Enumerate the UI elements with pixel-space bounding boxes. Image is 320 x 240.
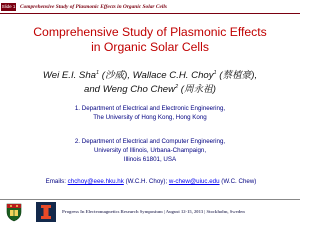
author1-chinese-name: (沙威) — [101, 70, 128, 81]
authors-line1: Wei E.I. Sha$^1$ (沙威), Wallace C.H. Choy$^1$ (蔡植豪), — [42, 69, 258, 81]
conference-footer-text: Progress In Electromagnetics Research Symposium | August 12-15, 2013 | Stockholm, Sweden — [62, 209, 245, 214]
author2-affiliation-mark: 1 — [213, 69, 217, 76]
author3-name: Weng Cho Chew — [102, 83, 176, 95]
affiliation-2-line3: Illinois 61801, USA — [123, 156, 177, 164]
header-title: Comprehensive Study of Plasmonic Effects in Organic Solar Cells — [20, 4, 167, 10]
emails-line — [6, 177, 296, 186]
author1-name: Wei E.I. Sha — [42, 70, 97, 81]
email-owner-choy: (W.C.H. Choy); — [125, 178, 168, 185]
header-divider — [0, 13, 300, 14]
affiliation-2-line2: University of Illinois, Urbana-Champaign, — [93, 147, 207, 155]
slide-title-line2: in Organic Solar Cells — [91, 40, 209, 54]
affiliation-1 — [20, 104, 280, 122]
affiliation-1-line2: The University of Hong Kong, Hong Kong — [93, 114, 207, 122]
author3-chinese-name: (周永祖) — [180, 83, 216, 95]
authors-and: and — [84, 83, 101, 95]
author2-name: Wallace C.H. Choy — [132, 70, 214, 81]
author2-chinese-name: (蔡植豪) — [219, 70, 255, 81]
slide-number-badge: Slide 1 — [1, 4, 16, 9]
hku-crest-logo — [4, 202, 24, 222]
footer-divider — [0, 199, 300, 200]
affiliation-1-line1: 1. Department of Electrical and Electronic Engineering, — [74, 105, 226, 112]
author1-affiliation-mark: 1 — [96, 69, 100, 76]
email-link-chew[interactable]: w-chew@uiuc.edu — [168, 178, 220, 185]
author3-affiliation-mark: 2 — [175, 83, 179, 90]
affiliation-2-line1: 2. Department of Electrical and Computer Engineering, — [74, 138, 226, 145]
illinois-i-logo — [36, 202, 56, 222]
slide-footer — [0, 199, 300, 225]
email-owner-chew: (W.C. Chew) — [221, 178, 257, 185]
slide-title — [20, 25, 280, 55]
affiliation-2 — [20, 137, 280, 165]
email-link-choy[interactable]: chchoy@eee.hku.hk — [67, 178, 124, 185]
emails-label: Emails: — [45, 178, 66, 185]
authors-block — [14, 69, 286, 96]
slide-title-line1: Comprehensive Study of Plasmonic Effects — [33, 25, 267, 39]
authors-line2 — [14, 83, 286, 97]
slide-header — [0, 0, 300, 14]
